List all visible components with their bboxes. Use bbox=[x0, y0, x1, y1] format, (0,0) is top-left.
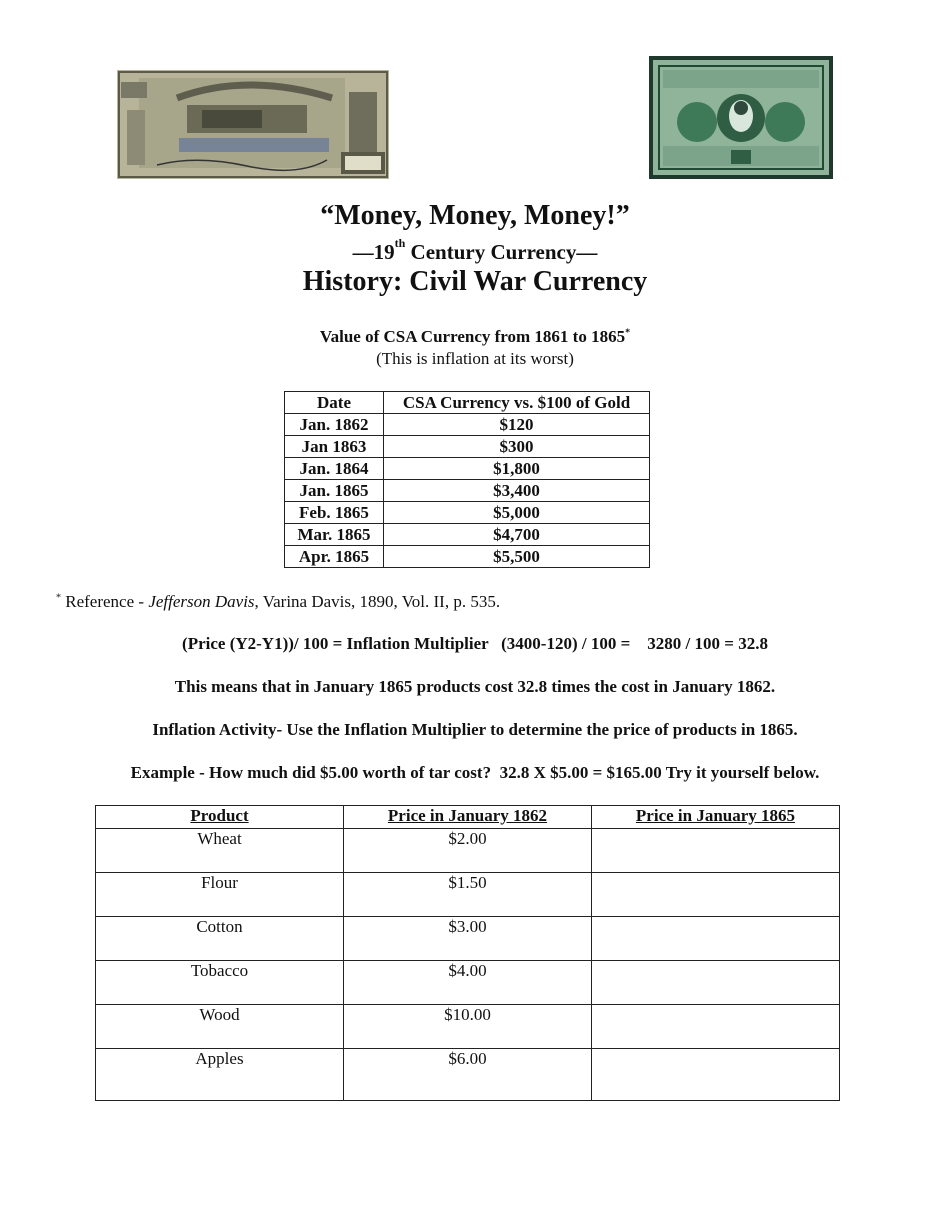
reference-prefix: Reference - bbox=[61, 592, 149, 611]
product-cell: Wheat bbox=[96, 829, 344, 873]
subtitle-prefix: —19 bbox=[352, 240, 395, 264]
table-row bbox=[96, 917, 840, 961]
date-cell: Jan 1863 bbox=[285, 436, 384, 458]
value-cell: $5,000 bbox=[384, 502, 650, 524]
product-cell: Cotton bbox=[96, 917, 344, 961]
value-table-note: (This is inflation at its worst) bbox=[376, 349, 574, 368]
page-subtitle bbox=[0, 236, 950, 265]
price-1862-cell: $2.00 bbox=[344, 829, 592, 873]
value-table-caption bbox=[0, 327, 950, 347]
date-cell: Apr. 1865 bbox=[285, 546, 384, 568]
footnote-mark: * bbox=[56, 592, 61, 604]
formula-text: (Price (Y2-Y1))/ 100 = Inflation Multiplier (3400-120) / 100 = 3280 / 100 = 32.8 bbox=[182, 634, 768, 653]
value-cell: $1,800 bbox=[384, 458, 650, 480]
table-row bbox=[285, 436, 650, 458]
table-header-row bbox=[285, 392, 650, 414]
column-header-price-1865: Price in January 1865 bbox=[592, 806, 840, 829]
page-title: “Money, Money, Money!” bbox=[320, 200, 630, 231]
product-cell: Flour bbox=[96, 873, 344, 917]
example-paragraph bbox=[0, 763, 950, 783]
confederate-100-note-image bbox=[117, 70, 389, 179]
column-header-product: Product bbox=[96, 806, 344, 829]
product-cell: Apples bbox=[96, 1049, 344, 1101]
column-header-csa-value: CSA Currency vs. $100 of Gold bbox=[384, 392, 650, 414]
csa-value-table bbox=[284, 391, 650, 568]
caption-footnote-mark: * bbox=[625, 327, 631, 339]
price-1862-cell: $6.00 bbox=[344, 1049, 592, 1101]
price-1865-answer-cell[interactable] bbox=[592, 873, 840, 917]
table-row bbox=[96, 829, 840, 873]
price-1862-cell: $3.00 bbox=[344, 917, 592, 961]
table-row bbox=[285, 458, 650, 480]
table-row bbox=[285, 480, 650, 502]
fractional-10-cent-note-image bbox=[649, 56, 833, 179]
reference-footnote bbox=[56, 592, 500, 612]
price-1865-answer-cell[interactable] bbox=[592, 1049, 840, 1101]
value-cell: $4,700 bbox=[384, 524, 650, 546]
table-row bbox=[285, 524, 650, 546]
product-cell: Tobacco bbox=[96, 961, 344, 1005]
date-cell: Jan. 1864 bbox=[285, 458, 384, 480]
caption-text: Value of CSA Currency from 1861 to 1865 bbox=[319, 327, 626, 346]
product-cell: Wood bbox=[96, 1005, 344, 1049]
page-heading: History: Civil War Currency bbox=[302, 266, 648, 297]
reference-work-title: Jefferson Davis bbox=[148, 592, 255, 611]
date-cell: Jan. 1865 bbox=[285, 480, 384, 502]
date-cell: Jan. 1862 bbox=[285, 414, 384, 436]
column-header-price-1862: Price in January 1862 bbox=[344, 806, 592, 829]
price-1862-cell: $4.00 bbox=[344, 961, 592, 1005]
activity-paragraph: Inflation Activity- Use the Inflation Multiplier to determine the price of products in 1865. bbox=[152, 720, 798, 739]
table-row bbox=[96, 1049, 840, 1101]
table-row bbox=[285, 502, 650, 524]
price-1865-answer-cell[interactable] bbox=[592, 1005, 840, 1049]
table-row bbox=[96, 873, 840, 917]
example-text: Example - How much did $5.00 worth of tar cost? 32.8 X $5.00 = $165.00 Try it yourself below. bbox=[130, 763, 820, 782]
value-cell: $120 bbox=[384, 414, 650, 436]
value-cell: $5,500 bbox=[384, 546, 650, 568]
table-row bbox=[96, 1005, 840, 1049]
product-price-table bbox=[95, 805, 840, 1101]
date-cell: Feb. 1865 bbox=[285, 502, 384, 524]
table-row bbox=[285, 414, 650, 436]
price-1862-cell: $10.00 bbox=[344, 1005, 592, 1049]
price-1865-answer-cell[interactable] bbox=[592, 961, 840, 1005]
price-1865-answer-cell[interactable] bbox=[592, 829, 840, 873]
subtitle-suffix: Century Currency— bbox=[405, 240, 598, 264]
column-header-date: Date bbox=[285, 392, 384, 414]
reference-details: , Varina Davis, 1890, Vol. II, p. 535. bbox=[254, 592, 501, 611]
price-1865-answer-cell[interactable] bbox=[592, 917, 840, 961]
formula-paragraph bbox=[0, 634, 950, 654]
table-header-row bbox=[96, 806, 840, 829]
meaning-paragraph: This means that in January 1865 products cost 32.8 times the cost in January 1862. bbox=[174, 677, 776, 696]
value-cell: $300 bbox=[384, 436, 650, 458]
date-cell: Mar. 1865 bbox=[285, 524, 384, 546]
value-cell: $3,400 bbox=[384, 480, 650, 502]
price-1862-cell: $1.50 bbox=[344, 873, 592, 917]
subtitle-superscript: th bbox=[394, 236, 406, 250]
table-row bbox=[96, 961, 840, 1005]
table-row bbox=[285, 546, 650, 568]
